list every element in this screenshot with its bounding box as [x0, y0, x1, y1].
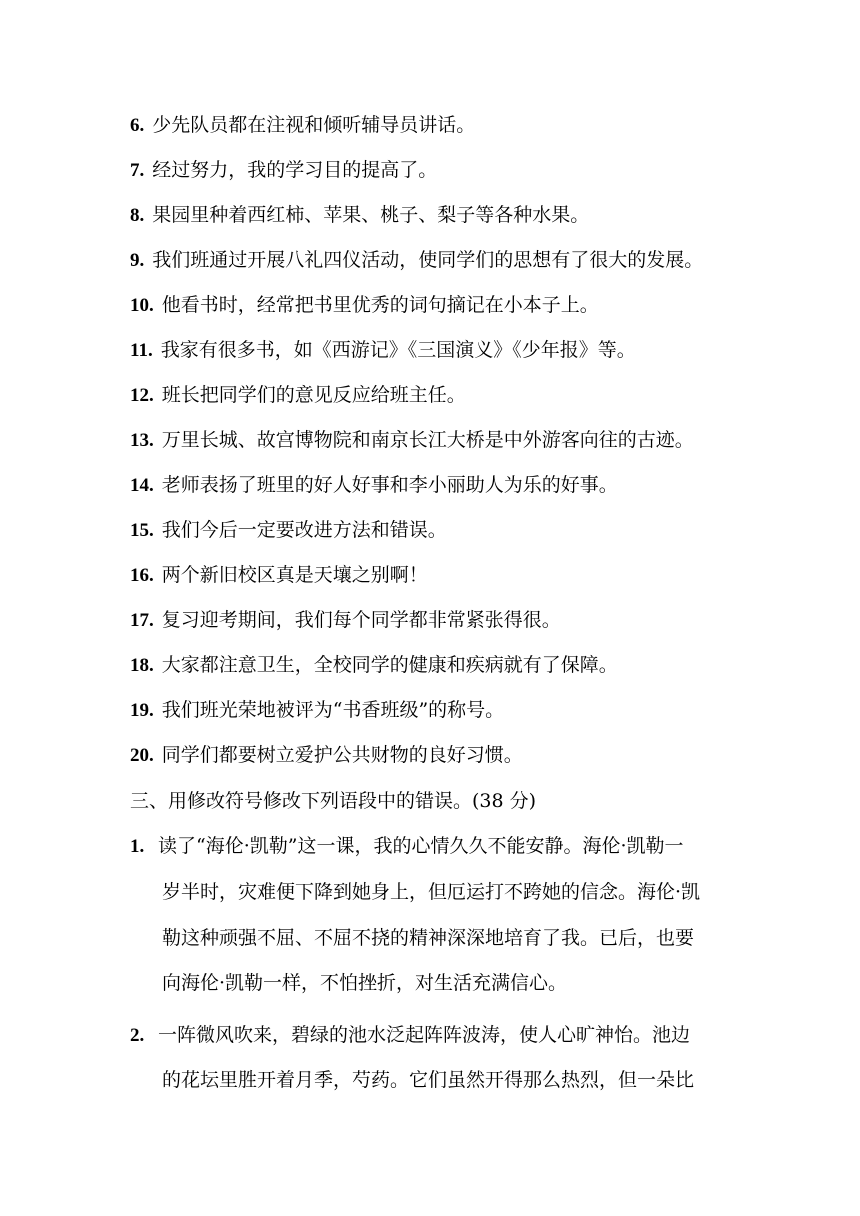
paragraph-line: 岁半时，灾难便下降到她身上，但厄运打不跨她的信念。海伦·凯: [162, 881, 701, 903]
item-text: 复习迎考期间，我们每个同学都非常紧张得很。: [161, 609, 561, 631]
paragraph-line: 的花坛里胜开着月季，芍药。它们虽然开得那么热烈，但一朵比: [162, 1069, 695, 1091]
item-text: 两个新旧校区真是天壤之别啊！: [161, 564, 428, 586]
list-item: 12. 班长把同学们的意见反应给班主任。: [130, 384, 466, 406]
item-number: 7: [130, 160, 140, 181]
item-text: 万里长城、故宫博物院和南京长江大桥是中外游客向往的古迹。: [161, 429, 694, 451]
item-text: 我们班通过开展八礼四仪活动，使同学们的思想有了很大的发展。: [152, 249, 704, 271]
paragraph-number: 2: [130, 1025, 140, 1046]
item-number: 13: [130, 430, 149, 451]
item-text: 他看书时，经常把书里优秀的词句摘记在小本子上。: [161, 294, 599, 316]
item-number: 19: [130, 700, 149, 721]
item-text: 大家都注意卫生，全校同学的健康和疾病就有了保障。: [161, 654, 618, 676]
paragraph-line: 读了“海伦·凯勒”这一课，我的心情久久不能安静。海伦·凯勒一: [158, 835, 684, 857]
item-number: 6: [130, 115, 140, 136]
document-page: 6. 少先队员都在注视和倾听辅导员讲话。 7. 经过努力，我的学习目的提高了。 8. 果园里种着西红柿、苹果、桃子、梨子等各种水果。 9. 我们班通过开展八礼四仪活动，使同学们的思想有了很大的发展。 10. 他看书时，经常把书里优秀的词句摘记在小本子上。 11. 我家有很多书，如《西游记》《三国演义》《少年报》等。 12. 班长把同学们的意见反应给班主任。 13. 万里长城、故宫博物院和南京长江大桥是中外游客向往的古迹。 14. 老师表扬了班里的好人好事和李小丽助人为乐的好事。 15. 我们今后一定要改进方法和错误。 16. 两个新旧校区真是天壤之别啊！ 17. 复习迎考期间，我们每个同学都非常紧张得很。 18. 大家都注意卫生，全校同学的健康和疾病就有了保障。 19. 我们班光荣地被评为“书香班级”的称号。 20. 同学们都要树立爱护公共财物的良好习惯。 三、用修改符号修改下列语段中的错误。(38 分) 1. 读了“海伦·凯勒”这一课，我的心情久久不能安静。海伦·凯勒一 岁半时，灾难便下降到她身上，但厄运打不跨她的信念。海伦·凯 勒这种顽强不屈、不屈不挠的精神深深地培育了我。已后，也要 向海伦·凯勒一样，不怕挫折，对生活充满信心。 2. 一阵微风吹来，碧绿的池水泛起阵阵波涛，使人心旷神怡。池边 的花坛里胜开着月季，芍药。它们虽然开得那么热烈，但一朵比: [0, 0, 860, 1216]
list-item: 6. 少先队员都在注视和倾听辅导员讲话。: [130, 114, 476, 136]
list-item: 15. 我们今后一定要改进方法和错误。: [130, 519, 447, 541]
paragraph-line: 向海伦·凯勒一样，不怕挫折，对生活充满信心。: [162, 972, 568, 994]
list-item: 14. 老师表扬了班里的好人好事和李小丽助人为乐的好事。: [130, 474, 618, 496]
item-text: 老师表扬了班里的好人好事和李小丽助人为乐的好事。: [161, 474, 618, 496]
item-number: 15: [130, 520, 149, 541]
list-item: 9. 我们班通过开展八礼四仪活动，使同学们的思想有了很大的发展。: [130, 249, 704, 271]
list-item: 13. 万里长城、故宫博物院和南京长江大桥是中外游客向往的古迹。: [130, 429, 694, 451]
list-item: 7. 经过努力，我的学习目的提高了。: [130, 159, 438, 181]
list-item: 11. 我家有很多书，如《西游记》《三国演义》《少年报》等。: [130, 339, 636, 361]
item-number: 20: [130, 745, 149, 766]
item-number: 18: [130, 655, 149, 676]
item-text: 我家有很多书，如《西游记》《三国演义》《少年报》等。: [160, 339, 636, 361]
item-text: 我们今后一定要改进方法和错误。: [161, 519, 447, 541]
item-number: 8: [130, 205, 140, 226]
list-item: 18. 大家都注意卫生，全校同学的健康和疾病就有了保障。: [130, 654, 618, 676]
item-text: 经过努力，我的学习目的提高了。: [152, 159, 438, 181]
item-number: 11: [130, 340, 148, 361]
list-item: 17. 复习迎考期间，我们每个同学都非常紧张得很。: [130, 609, 561, 631]
item-text: 果园里种着西红柿、苹果、桃子、梨子等各种水果。: [152, 204, 590, 226]
item-number: 14: [130, 475, 149, 496]
section-heading: 三、用修改符号修改下列语段中的错误。(38 分): [130, 790, 537, 812]
item-number: 12: [130, 385, 149, 406]
item-text: 我们班光荣地被评为“书香班级”的称号。: [161, 699, 505, 721]
item-text: 同学们都要树立爱护公共财物的良好习惯。: [161, 744, 523, 766]
item-number: 16: [130, 565, 149, 586]
list-item: 16. 两个新旧校区真是天壤之别啊！: [130, 564, 428, 586]
item-number: 9: [130, 250, 140, 271]
item-text: 少先队员都在注视和倾听辅导员讲话。: [152, 114, 476, 136]
list-item: 20. 同学们都要树立爱护公共财物的良好习惯。: [130, 744, 523, 766]
list-item: 8. 果园里种着西红柿、苹果、桃子、梨子等各种水果。: [130, 204, 590, 226]
list-item: 10. 他看书时，经常把书里优秀的词句摘记在小本子上。: [130, 294, 599, 316]
paragraph-number: 1: [130, 836, 140, 857]
list-item: 19. 我们班光荣地被评为“书香班级”的称号。: [130, 699, 505, 721]
item-text: 班长把同学们的意见反应给班主任。: [161, 384, 466, 406]
paragraph-line: 勒这种顽强不屈、不屈不挠的精神深深地培育了我。已后，也要: [162, 927, 695, 949]
item-number: 17: [130, 610, 149, 631]
item-number: 10: [130, 295, 149, 316]
paragraph-line: 一阵微风吹来，碧绿的池水泛起阵阵波涛，使人心旷神怡。池边: [158, 1024, 691, 1046]
